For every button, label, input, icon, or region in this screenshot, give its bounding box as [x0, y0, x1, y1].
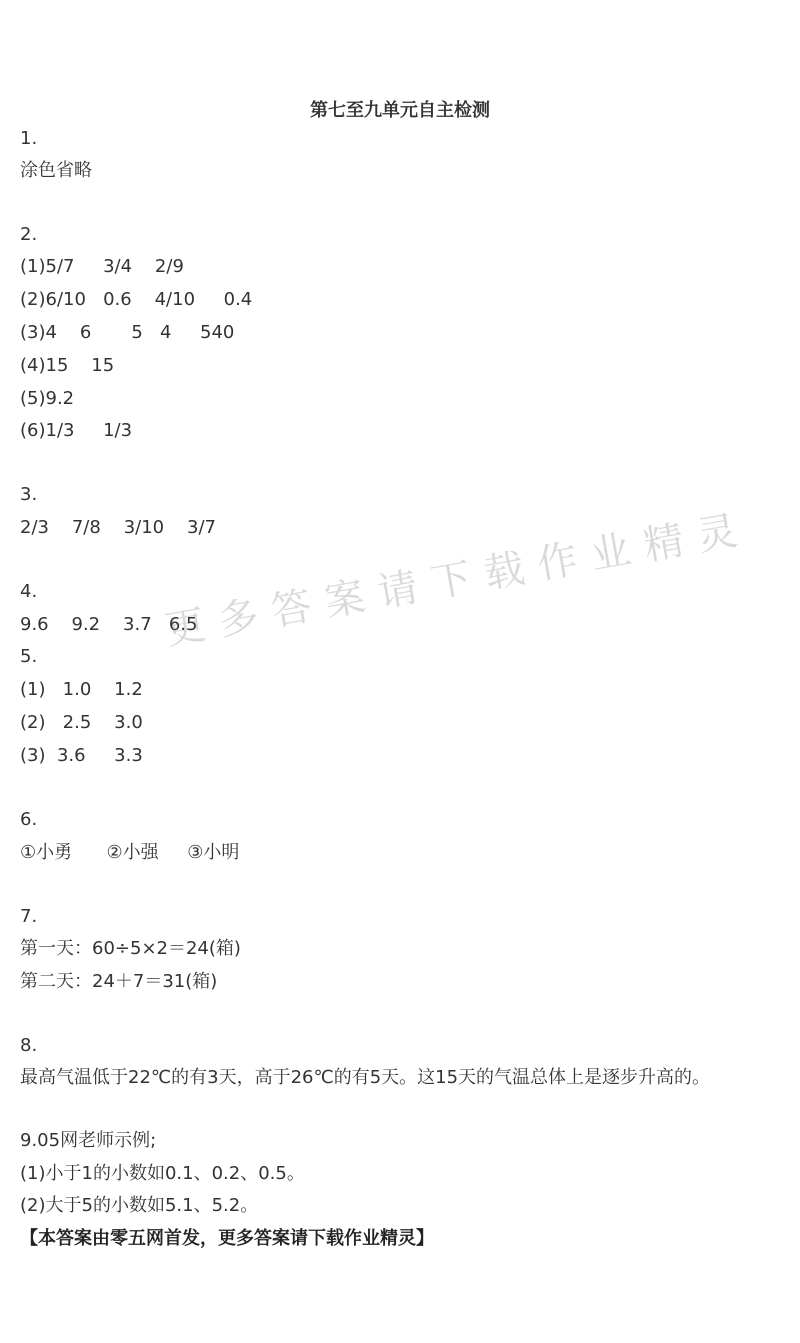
q9-answer-1: (1)小于1的小数如0.1、0.2、0.5。 [20, 1163, 305, 1184]
q4-number: 4. [20, 581, 38, 602]
q2-answer-5: (5)9.2 [20, 388, 75, 409]
q2-number: 2. [20, 224, 38, 245]
q2-answer-3: (3)4 6 5 4 540 [20, 322, 235, 343]
q2-answer-4: (4)15 15 [20, 355, 115, 376]
page-title: 第七至九单元自主检测 [310, 100, 490, 121]
footer-note: 【本答案由零五网首发，更多答案请下载作业精灵】 [20, 1228, 434, 1249]
q9-number: 9.05网老师示例; [20, 1130, 157, 1151]
q2-answer-6: (6)1/3 1/3 [20, 420, 133, 441]
q4-answer: 9.6 9.2 3.7 6.5 [20, 614, 198, 635]
q8-answer: 最高气温低于22℃的有3天，高于26℃的有5天。这15天的气温总体上是逐步升高的。 [20, 1067, 711, 1088]
q9-answer-2: (2)大于5的小数如5.1、5.2。 [20, 1195, 259, 1216]
q7-number: 7. [20, 906, 38, 927]
q5-answer-1: (1) 1.0 1.2 [20, 679, 143, 700]
q5-answer-3: (3) 3.6 3.3 [20, 745, 143, 766]
q3-answer: 2/3 7/8 3/10 3/7 [20, 517, 216, 538]
q7-answer-2: 第二天：24＋7＝31(箱) [20, 971, 218, 992]
q8-number: 8. [20, 1035, 38, 1056]
q7-answer-1: 第一天：60÷5×2＝24(箱) [20, 938, 241, 959]
q6-answer: ①小勇 ②小强 ③小明 [20, 842, 240, 863]
watermark: 更多答案请下载作业精灵 [161, 505, 755, 655]
q3-number: 3. [20, 484, 38, 505]
q1-number: 1. [20, 128, 38, 149]
q2-answer-1: (1)5/7 3/4 2/9 [20, 256, 184, 277]
q2-answer-2: (2)6/10 0.6 4/10 0.4 [20, 289, 253, 310]
q1-answer: 涂色省略 [20, 160, 92, 181]
q6-number: 6. [20, 809, 38, 830]
q5-answer-2: (2) 2.5 3.0 [20, 712, 143, 733]
q5-number: 5. [20, 646, 38, 667]
